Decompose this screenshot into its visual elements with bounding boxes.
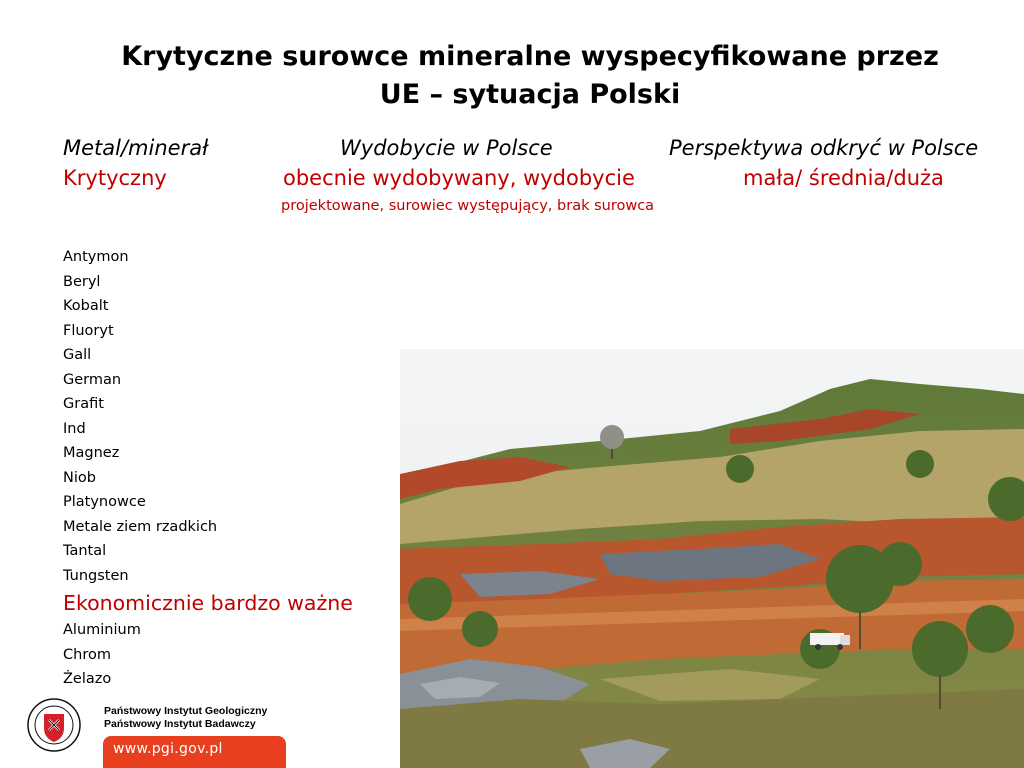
mineral-item: Tantal (63, 543, 107, 559)
mineral-item: Chrom (63, 646, 111, 663)
mineral-list (63, 245, 353, 692)
pgi-logo (27, 698, 81, 752)
mineral-item: Beryl (63, 273, 101, 290)
slide-title-line-2: UE – sytuacja Polski (379, 79, 681, 110)
website-link[interactable] (103, 736, 286, 768)
website-url[interactable]: www.pgi.gov.pl (113, 741, 223, 757)
quarry-landscape-photo (400, 349, 1024, 768)
slide-title (40, 38, 1020, 114)
section-label-economic: Ekonomicznie bardzo ważne (63, 591, 353, 615)
mineral-item: German (63, 371, 122, 388)
footer-org-line-2: Państwowy Instytut Badawczy (104, 718, 256, 730)
column-note-mining-status: projektowane, surowiec występujący, brak surowca (281, 198, 655, 214)
footer-organization (104, 705, 267, 731)
mineral-item: Ind (63, 420, 86, 437)
mineral-item: Metale ziem rzadkich (63, 518, 218, 535)
mineral-item: Żelazo (63, 671, 112, 687)
mineral-item: Grafit (63, 396, 104, 412)
footer-org-line-1: Państwowy Instytut Geologiczny (104, 705, 268, 717)
column-sub-mining-status: obecnie wydobywany, wydobycie (283, 166, 635, 190)
column-sub-critical: Krytyczny (63, 166, 167, 190)
column-header-mineral: Metal/minerał (63, 136, 209, 160)
slide-title-line-1: Krytyczne surowce mineralne wyspecyfikowane przez (121, 41, 939, 72)
mineral-item: Kobalt (63, 298, 109, 314)
mineral-item: Platynowce (63, 494, 146, 510)
mineral-item: Antymon (63, 249, 129, 265)
mineral-item: Niob (63, 469, 96, 486)
mineral-item: Tungsten (63, 567, 129, 584)
column-sub-prospect-scale: mała/ średnia/duża (743, 166, 944, 190)
mineral-item: Gall (63, 347, 92, 363)
mineral-item: Fluoryt (63, 322, 114, 339)
mineral-item: Aluminium (63, 622, 141, 638)
column-header-mining: Wydobycie w Polsce (340, 136, 553, 160)
column-header-prospects: Perspektywa odkryć w Polsce (669, 136, 979, 160)
mineral-item: Magnez (63, 445, 120, 461)
